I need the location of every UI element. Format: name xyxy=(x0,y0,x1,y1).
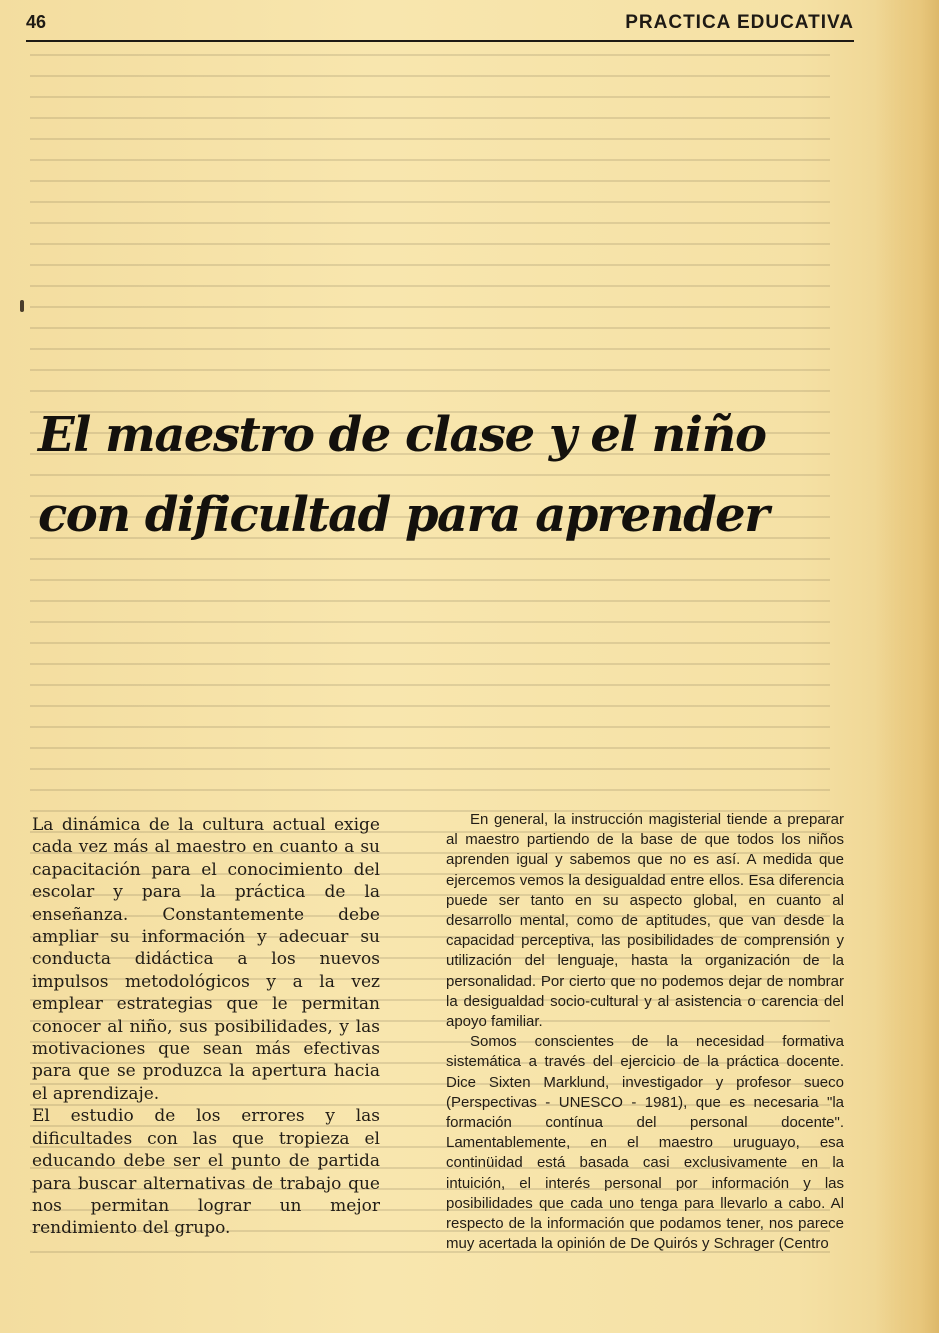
body-paragraph: En general, la instrucción magisterial tiende a preparar al maestro partiendo de la base de que todos los niños aprenden igual y sabemos que no es así. A medida que ejercemos vemos la desigualdad entre ellos. Esa diferencia puede ser tanto en su aspecto global, en cuanto al desarrollo mental, como de aptitudes, que van desde la capacidad perceptiva, las posibilidades de comprensión y utilización del lenguaje, hasta la organización de la personalidad. Por cierto que no podemos dejar de nombrar la desigualdad socio-cultural y al asistencia o carencia del apoyo familiar. xyxy=(446,811,844,1031)
article-title xyxy=(38,395,858,555)
intro-column xyxy=(32,814,380,1240)
intro-paragraph: El estudio de los errores y las dificultades con las que tropieza el educando debe ser el punto de partida para buscar alternativas de trabajo que nos permitan lograr un mejor rendimiento del grupo. xyxy=(32,1106,380,1239)
ink-mark xyxy=(20,300,24,312)
body-paragraph: Somos conscientes de la necesidad formativa sistemática a través del ejercicio de la práctica docente. Dice Sixten Marklund, investigador y profesor sueco (Perspectivas - UNESCO - 1981), que es necesaria "la formación contínua del personal docente". Lamentablemente, en el maestro uruguayo, esa continüidad está basada casi exclusivamente en la intuición, el interés personal por información y las posibilidades que cada uno tenga para llevarlo a cabo. Al respecto de la información que podamos tener, nos parece muy acertada la opinión de De Quirós y Schrager (Centro xyxy=(446,1033,844,1253)
page-edge-shadow xyxy=(875,0,939,1333)
page-header xyxy=(26,10,854,42)
intro-paragraph: La dinámica de la cultura actual exige cada vez más al maestro en cuanto a su capacitación para el conocimiento del escolar y para la práctica de la enseñanza. Constantemente debe ampliar su información y adecuar su conducta didáctica a los nuevos impulsos metodológicos y a la vez emplear estrategias que le permitan conocer al niño, sus posibilidades, y las motivaciones que sean más efectivas para que se produzca la apertura hacia el aprendizaje. xyxy=(32,815,380,1104)
article-title-line-2: con dificultad para aprender xyxy=(38,487,768,543)
article-title-line-1: El maestro de clase y el niño xyxy=(38,407,766,463)
page-number: 46 xyxy=(26,12,47,32)
body-column xyxy=(446,810,844,1254)
section-title: PRACTICA EDUCATIVA xyxy=(625,12,854,33)
